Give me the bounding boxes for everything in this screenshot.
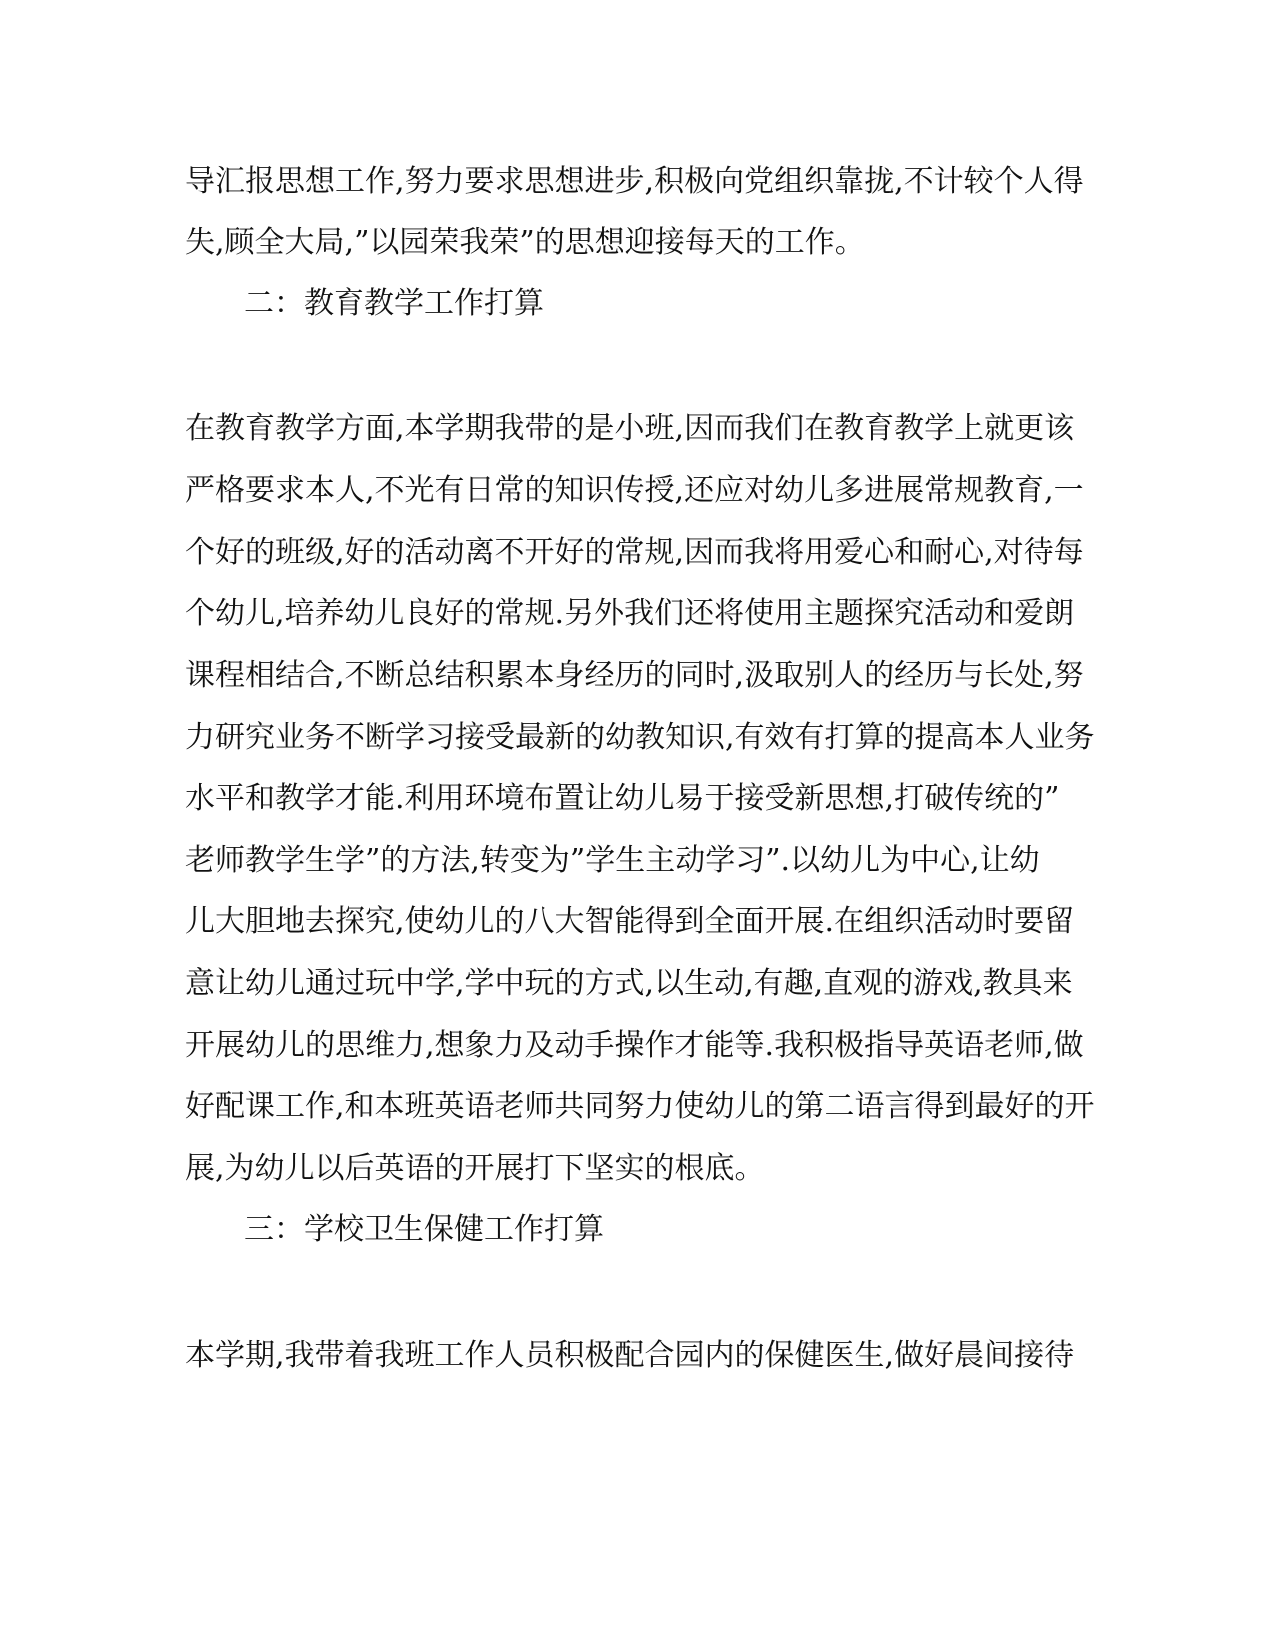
paragraph-line: 导汇报思想工作,努力要求思想进步,积极向党组织靠拢,不计较个人得 — [185, 164, 1084, 199]
paragraph-line: 力研究业务不断学习接受最新的幼教知识,有效有打算的提高本人业务 — [185, 720, 1095, 755]
paragraph-line: 严格要求本人,不光有日常的知识传授,还应对幼儿多进展常规教育,一 — [185, 473, 1084, 508]
paragraph-line: 水平和教学才能.利用环境布置让幼儿易于接受新思想,打破传统的” — [185, 781, 1060, 816]
section-heading-3: 三：学校卫生保健工作打算 — [244, 1212, 604, 1247]
paragraph-line: 本学期,我带着我班工作人员积极配合园内的保健医生,做好晨间接待 — [185, 1338, 1075, 1373]
paragraph-line: 意让幼儿通过玩中学,学中玩的方式,以生动,有趣,直观的游戏,教具来 — [185, 966, 1073, 1001]
paragraph-line: 在教育教学方面,本学期我带的是小班,因而我们在教育教学上就更该 — [185, 411, 1075, 446]
paragraph-line: 展,为幼儿以后英语的开展打下坚实的根底。 — [185, 1151, 765, 1186]
section-heading-2: 二：教育教学工作打算 — [244, 286, 544, 321]
paragraph-line: 个幼儿,培养幼儿良好的常规.另外我们还将使用主题探究活动和爱朗 — [185, 596, 1075, 631]
paragraph-line: 儿大胆地去探究,使幼儿的八大智能得到全面开展.在组织活动时要留 — [185, 904, 1075, 939]
paragraph-line: 个好的班级,好的活动离不开好的常规,因而我将用爱心和耐心,对待每 — [185, 535, 1084, 570]
paragraph-line: 失,顾全大局,”以园荣我荣”的思想迎接每天的工作。 — [185, 225, 865, 260]
paragraph-line: 老师教学生学”的方法,转变为”学生主动学习”.以幼儿为中心,让幼 — [185, 843, 1040, 878]
paragraph-line: 课程相结合,不断总结积累本身经历的同时,汲取别人的经历与长处,努 — [185, 658, 1084, 693]
paragraph-line: 好配课工作,和本班英语老师共同努力使幼儿的第二语言得到最好的开 — [185, 1089, 1095, 1124]
paragraph-line: 开展幼儿的思维力,想象力及动手操作才能等.我积极指导英语老师,做 — [185, 1028, 1084, 1063]
